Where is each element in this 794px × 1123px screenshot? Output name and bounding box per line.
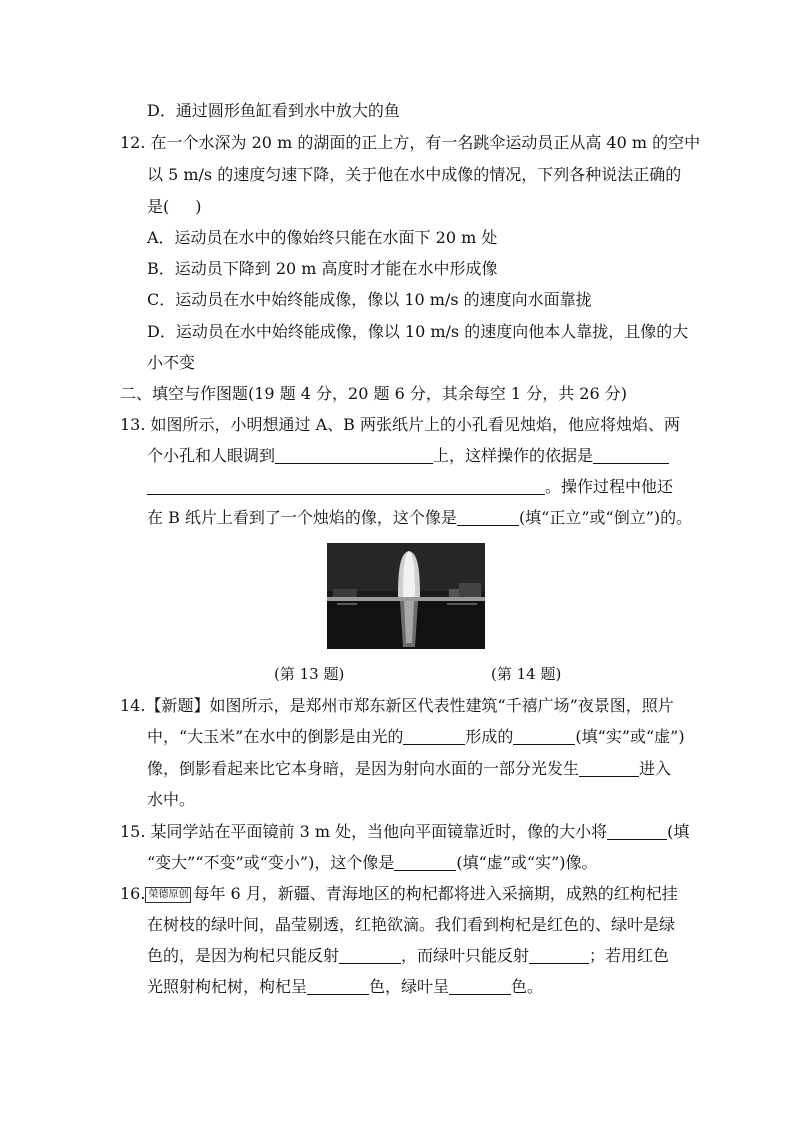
line-q12-2: 以 5 m/s 的速度匀速下降，关于他在水中成像的情况，下列各种说法正确的 <box>147 165 682 184</box>
answer-blank <box>403 728 465 745</box>
line-q16-2: 在树枝的绿叶间，晶莹剔透，红艳欲滴。我们看到枸杞是红色的、绿叶是绿 <box>147 915 676 934</box>
line-q13-3: 。操作过程中他还 <box>147 477 673 497</box>
line-q14-1: 14.【新题】如图所示，是郑州市郑东新区代表性建筑“千禧广场”夜景图，照片 <box>120 696 674 715</box>
answer-blank <box>339 947 401 964</box>
line-q15-2: “变大”“不变”或“变小”)，这个像是 (填“虚”或“实”)像。 <box>147 853 598 872</box>
answer-blank <box>307 978 369 995</box>
option-q12-a: A．运动员在水中的像始终只能在水面下 20 m 处 <box>147 228 498 247</box>
line-q16-4: 光照射枸杞树，枸杞呈 色，绿叶呈 色。 <box>147 977 544 996</box>
line-q14-4: 水中。 <box>147 790 196 809</box>
option-q12-d-2: 小不变 <box>147 353 196 372</box>
answer-blank <box>394 854 456 871</box>
answer-blank <box>147 478 545 495</box>
section-heading: 二、填空与作图题(19 题 4 分，20 题 6 分，其余每空 1 分，共 26 分) <box>120 384 627 403</box>
answer-blank <box>513 728 575 745</box>
answer-blank <box>275 447 433 464</box>
answer-blank <box>579 760 639 777</box>
answer-blank <box>457 509 519 526</box>
night-city-tower-photo <box>327 543 485 649</box>
option-q12-c: C．运动员在水中始终能成像，像以 10 m/s 的速度向水面靠拢 <box>147 290 592 309</box>
answer-blank <box>607 823 667 840</box>
line-q16-3: 色的，是因为枸杞只能反射 ，而绿叶只能反射 ；若用红色 <box>147 946 670 965</box>
answer-blank <box>529 947 589 964</box>
line-q14-2: 中，“大玉米”在水中的倒影是由光的 形成的 (填“实”或“虚”) <box>147 727 685 746</box>
q12-stem-end: 是( <box>147 197 170 216</box>
option-q12-d-1: D．运动员在水中始终能成像，像以 10 m/s 的速度向他本人靠拢，且像的大 <box>147 322 689 341</box>
line-q13-2: 个小孔和人眼调到 上，这样操作的依据是 <box>147 446 669 466</box>
answer-blank <box>593 447 669 464</box>
night-city-tower-icon <box>327 543 485 649</box>
line-q13-4: 在 B 纸片上看到了一个烛焰的像，这个像是 (填“正立”或“倒立”)的。 <box>147 508 693 527</box>
figure-caption-14: (第 14 题) <box>491 665 562 683</box>
figure-caption-13: (第 13 题) <box>274 665 345 683</box>
line-q14-3: 像，倒影看起来比它本身暗，是因为射向水面的一部分光发生 进入 <box>147 759 672 778</box>
line-q12-3 <box>147 197 202 217</box>
line-q12-1: 12. 在一个水深为 20 m 的湖面的正上方，有一名跳伞运动员正从高 40 m 的空中 <box>120 133 701 152</box>
q12-paren-close: ) <box>195 197 202 216</box>
option-q12-b: B．运动员下降到 20 m 高度时才能在水中形成像 <box>147 259 498 278</box>
line-q15-1: 15. 某同学站在平面镜前 3 m 处，当他向平面镜靠近时，像的大小将 (填 <box>120 822 690 841</box>
line-q16-1: 16. 榮德原创 每年 6 月，新疆、青海地区的枸杞都将进入采摘期，成熟的红枸杞挂 <box>120 884 678 903</box>
line-q11-d: D．通过圆形鱼缸看到水中放大的鱼 <box>147 101 400 120</box>
original-question-badge: 榮德原创 <box>145 887 191 903</box>
line-q13-1: 13. 如图所示，小明想通过 A、B 两张纸片上的小孔看见烛焰，他应将烛焰、两 <box>120 415 681 434</box>
answer-blank <box>449 978 511 995</box>
